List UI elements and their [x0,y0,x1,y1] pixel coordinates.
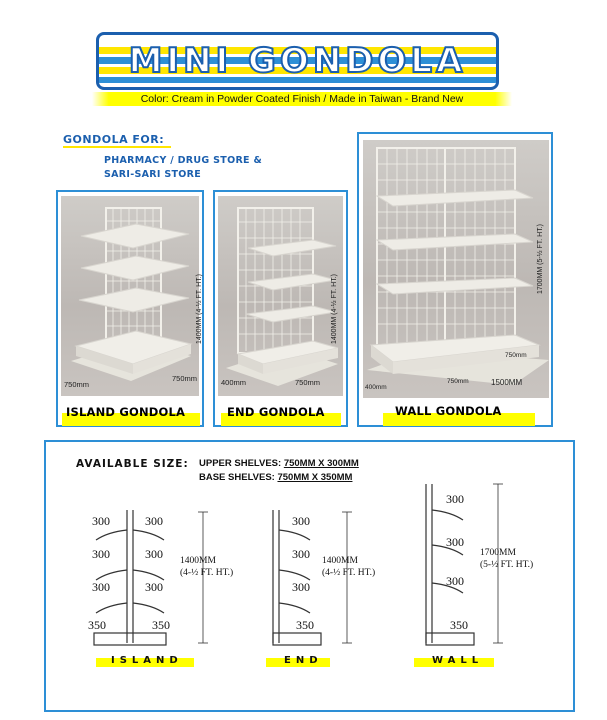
upper-shelves-value: 750MM X 300MM [283,458,359,469]
island-upper-right-2: 300 [145,547,163,561]
island-depth-dim: 750mm [64,380,90,389]
island-upper-left-2: 300 [92,547,110,561]
wall-upper-1: 300 [446,492,464,506]
wall-gondola-caption: WALL GONDOLA [395,404,502,418]
island-width-dim: 750mm [172,374,198,383]
upper-shelves-label: UPPER SHELVES: [199,458,284,469]
available-size-label: AVAILABLE SIZE: [76,458,189,470]
island-base-right: 350 [152,618,170,632]
subtitle: Color: Cream in Powder Coated Finish / Made in Taiwan - Brand New [140,93,464,105]
end-height-ft: (4-½ FT. HT.) [322,568,376,578]
island-diagram-label: ISLAND [111,655,183,666]
island-upper-left-3: 300 [92,580,110,594]
wall-height-mm: 1700MM [480,548,516,558]
wall-width-dim: 1500MM [491,378,523,387]
end-gondola-caption: END GONDOLA [227,405,325,419]
end-base: 350 [296,618,314,632]
island-height-mm: 1400MM [180,556,216,566]
wall-upper-3: 300 [446,574,464,588]
wall-diagram-label: WALL [432,655,484,666]
store-type-line-2: SARI-SARI STORE [104,169,202,180]
base-shelves-label: BASE SHELVES: [199,472,278,483]
island-upper-left-1: 300 [92,514,110,528]
end-upper-3: 300 [292,580,310,594]
island-base-left: 350 [88,618,106,632]
wall-base: 350 [450,618,468,632]
wall-side-dim: 750mm [505,352,527,359]
end-width-dim: 750mm [295,378,321,387]
store-type-line-1: PHARMACY / DRUG STORE & [104,155,263,166]
page-title: MINI GONDOLA [128,41,467,81]
end-height-dim: 1400MM (4-½ FT. HT.) [331,273,338,344]
island-height-ft: (4-½ FT. HT.) [180,568,234,578]
wall-upper-2: 300 [446,535,464,549]
base-shelves-value: 750MM X 350MM [277,472,353,483]
end-upper-2: 300 [292,547,310,561]
island-upper-right-1: 300 [145,514,163,528]
end-diagram-label: END [284,655,323,666]
gondola-for-heading: GONDOLA FOR: [63,133,165,146]
wall-height-dim: 1700MM (5-½ FT. HT.) [537,223,544,294]
end-height-mm: 1400MM [322,556,358,566]
island-upper-right-3: 300 [145,580,163,594]
wall-height-ft: (5-½ FT. HT.) [480,560,534,570]
end-depth-dim: 400mm [221,378,247,387]
island-height-dim: 1400MM (4-½ FT. HT.) [196,273,203,344]
wall-base-dim: 750mm [447,378,469,385]
end-upper-1: 300 [292,514,310,528]
island-gondola-caption: ISLAND GONDOLA [66,405,186,419]
wall-depth-dim: 400mm [365,384,387,391]
